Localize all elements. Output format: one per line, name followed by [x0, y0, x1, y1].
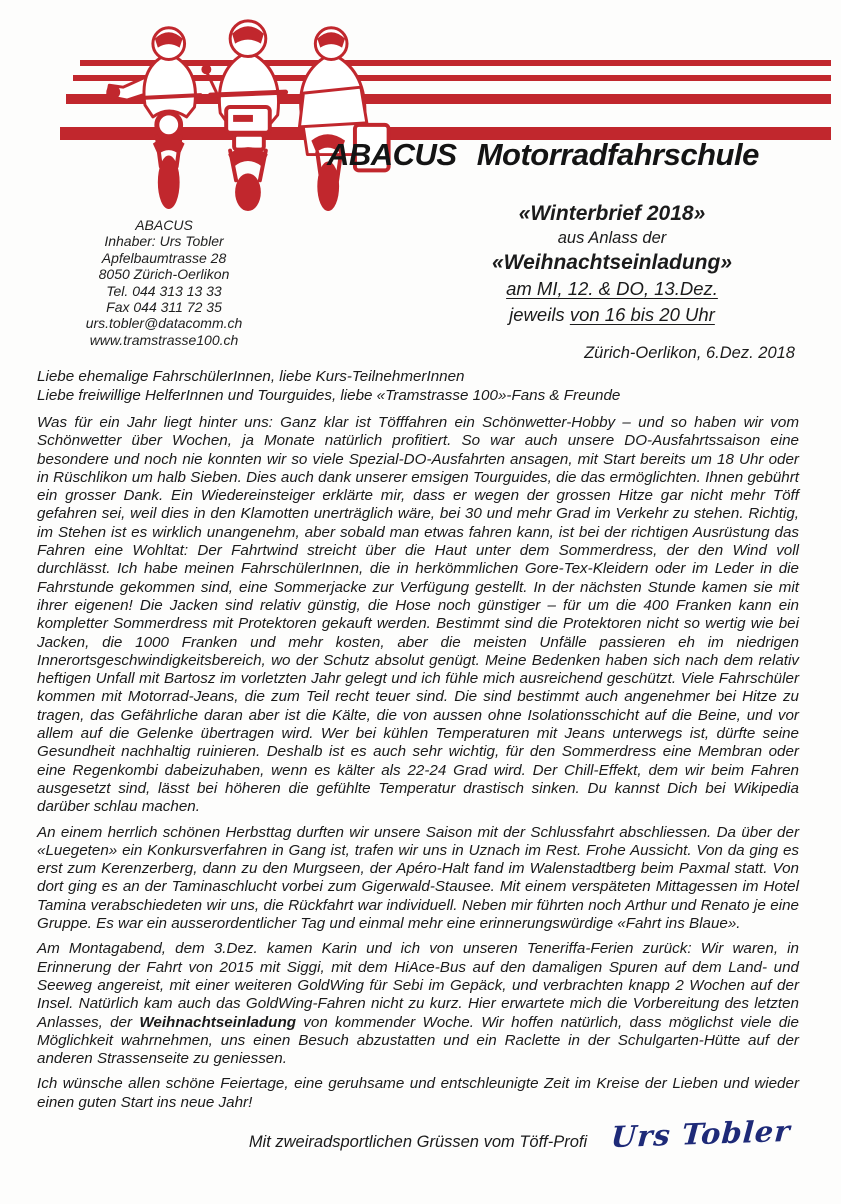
company-title: ABACUS Motorradfahrschule	[327, 137, 759, 172]
text-segment: Am Montagabend, dem 3.Dez. kamen Karin und ich von unseren Teneriffa-Ferien zurück: Wir waren, in Erinnerung der Fahrt von 2015 mit Siggi, mit dem HiAce-Bus auf den damaligen Spuren auf dem Land- und Seeweg angereist, mit einer weiteren GoldWing für Sebi im Gepäck, und verbrachten knapp 2 Wochen auf der Insel. Natürlich kam auch das GoldWing-Fahren nicht zu kurz. Hier erwartete mich die Vorbereitung des letzten Anlasses, der	[37, 940, 799, 1031]
text-line: Tel. 044 313 13 33	[106, 282, 222, 299]
text-line: Fax 044 311 72 35	[106, 299, 222, 316]
letter-body	[37, 368, 799, 1112]
subject-title: «Winterbrief 2018»	[518, 202, 706, 225]
text-segment: Ich wünsche allen schöne Feiertage, eine geruhsame und entschleunigte Zeit im Kreise der Lieben und wieder einen guten Start ins neue Jahr!	[37, 1075, 799, 1111]
subject-times	[430, 302, 794, 328]
subject-occasion: aus Anlass der	[557, 229, 667, 247]
signature: Urs Tobler	[610, 1113, 793, 1155]
contact-block	[38, 217, 290, 348]
body-paragraph	[37, 824, 799, 934]
body-paragraph	[37, 940, 799, 1068]
closing-row	[37, 1113, 799, 1171]
subject-event: «Weihnachtseinladung»	[492, 251, 732, 274]
body-paragraph	[37, 414, 799, 817]
subject-block	[430, 201, 794, 328]
subject-times-underlined: von 16 bis 20 Uhr	[569, 304, 715, 325]
text-segment: von kommender Woche. Wir hoffen natürlich, dass möglichst viele die Möglichkeit wahrnehmen, uns einen Besuch abzustatten und ein Raclette in der Schulgarten-Hütte auf der anderen Strassenseite zu geniessen.	[37, 1013, 799, 1068]
subject-dates: am MI, 12. & DO, 13.Dez.	[506, 278, 718, 299]
dateline: Zürich-Oerlikon, 6.Dez. 2018	[584, 344, 795, 362]
letterhead	[0, 0, 841, 368]
text-line: Liebe freiwillige HelferInnen und Tourguides, liebe «Tramstrasse 100»-Fans & Freunde	[37, 386, 621, 404]
text-line: Inhaber: Urs Tobler	[104, 233, 224, 250]
paragraphs	[37, 414, 799, 1112]
text-segment: Was für ein Jahr liegt hinter uns: Ganz klar ist Töfffahren ein Schönwetter-Hobby – und so haben wir vom Schönwetter über Wochen, ja Monate natürlich profitiert. So war auch unsere DO-Ausfahrtssaison eine besondere und noch nie konnten wir so viele Spezial-DO-Ausfahrten ansagen, mit Start bereits um 18 Uhr oder in Rüschlikon um halb Sieben. Dies auch dank unserer emsigen Tourguides, die das ermöglichten. Ihnen gebührt ein grosser Dank. Ein Wiedereinsteiger erklärte mir, dass er wegen der grossen Hitze gar nicht mehr Töff gefahren sei, weil dies in den Klamotten unerträglich wäre, bei 30 und mehr Grad im Verkehr zu stehen. Richtig, im Stehen ist es wirklich unangenehm, aber sobald man etwas fahren kann, ist bei der richtigen Ausrüstung das Fahren eine Wohltat: Der Fahrtwind streicht über die Haut unter dem Sommerdress, der den Wind voll durchlässt. Ich habe meinen FahrschülerInnen, die in herkömmlichen Gore-Tex-Kleidern oder im Leder in die Fahrstunde gekommen sind, eine Sommerjacke zur Verfügung gestellt. In der nächsten Stunde kamen sie mit ihrer eigenen! Die Jacken sind relativ günstig, die Hose noch günstiger – für um die 400 Franken kann ein kompletter Sommerdress mit Protektoren gekauft werden. Bestimmt sind die Protektoren nicht so wertig wie bei Jacken, die 1000 Franken und mehr kosten, aber die meisten Unfälle passieren eh im niedrigen Innerortsgeschwindigkeitsbereich, wo der Schutz absolut genügt. Meine Bedenken haben sich nach dem relativ heftigen Unfall mit Bartosz im vorletzten Jahr gelegt und ich fühle mich ausreichend geschützt. Viele Fahrschüler kommen mit Motorrad-Jeans, die zum Teil recht teuer sind. Die sind bestimmt auch angenehmer bei Hitze zu tragen, das Gefährliche daran aber ist die Kälte, die von aussen ohne Isolationsschicht auf die Beine, und vor allem auf die Gelenke übertragen wird. Wer bei kühlen Temperaturen mit Jeans unterwegs ist, dürfte seine Gesundheit nachhaltig ruinieren. Deshalb ist es auch sehr wichtig, für den Sommerdress eine Membran oder eine Regenkombi dabeizuhaben, wenn es kälter als 22-24 Grad wird. Der Chill-Effekt, dem wir beim Fahren ausgesetzt sind, lässt bei höheren die gefühlte Temperatur drastisch sinken. Du kannst Dich bei Wikipedia darüber schlau machen.	[37, 414, 799, 816]
text-line: urs.tobler@datacomm.ch	[85, 315, 243, 332]
text-line: Apfelbaumtrasse 28	[101, 249, 227, 266]
bold-text-segment: Weihnachtseinladung	[139, 1013, 297, 1031]
text-line: www.tramstrasse100.ch	[89, 331, 239, 348]
three-motorcyclists-icon	[70, 4, 420, 212]
text-line: 8050 Zürich-Oerlikon	[98, 266, 230, 283]
body-paragraph	[37, 1075, 799, 1112]
salutation	[37, 368, 799, 405]
closing-greeting: Mit zweiradsportlichen Grüssen vom Töff-Profi	[248, 1132, 588, 1151]
text-line: ABACUS	[135, 217, 193, 233]
text-segment: An einem herrlich schönen Herbsttag durften wir unsere Saison mit der Schlussfahrt abschliessen. Da über der «Luegeten» ein Konkursverfahren in Gang ist, trafen wir uns in Uznach im Rest. Frohe Aussicht. Von da ging es erst zum Kerenzerberg, dann zu den Murgseen, der Apéro-Halt fand im Walenstadtberg beim Paxmal statt. Von dort ging es an der Taminaschlucht vorbei zum Gigerwald-Stausee. Mit einem verspäteten Mittagessen im Hotel Tamina verabschiedeten wir uns, die Rückfahrt war individuell. Neben mir führten noch Arthur und Renato je eine Gruppe. Es war ein ausserordentlicher Tag und einmal mehr eine erinnerungswürdige «Fahrt ins Blaue».	[37, 823, 799, 933]
subject-times-prefix: jeweils	[509, 304, 570, 325]
text-line: Liebe ehemalige FahrschülerInnen, liebe Kurs-TeilnehmerInnen	[37, 368, 465, 385]
